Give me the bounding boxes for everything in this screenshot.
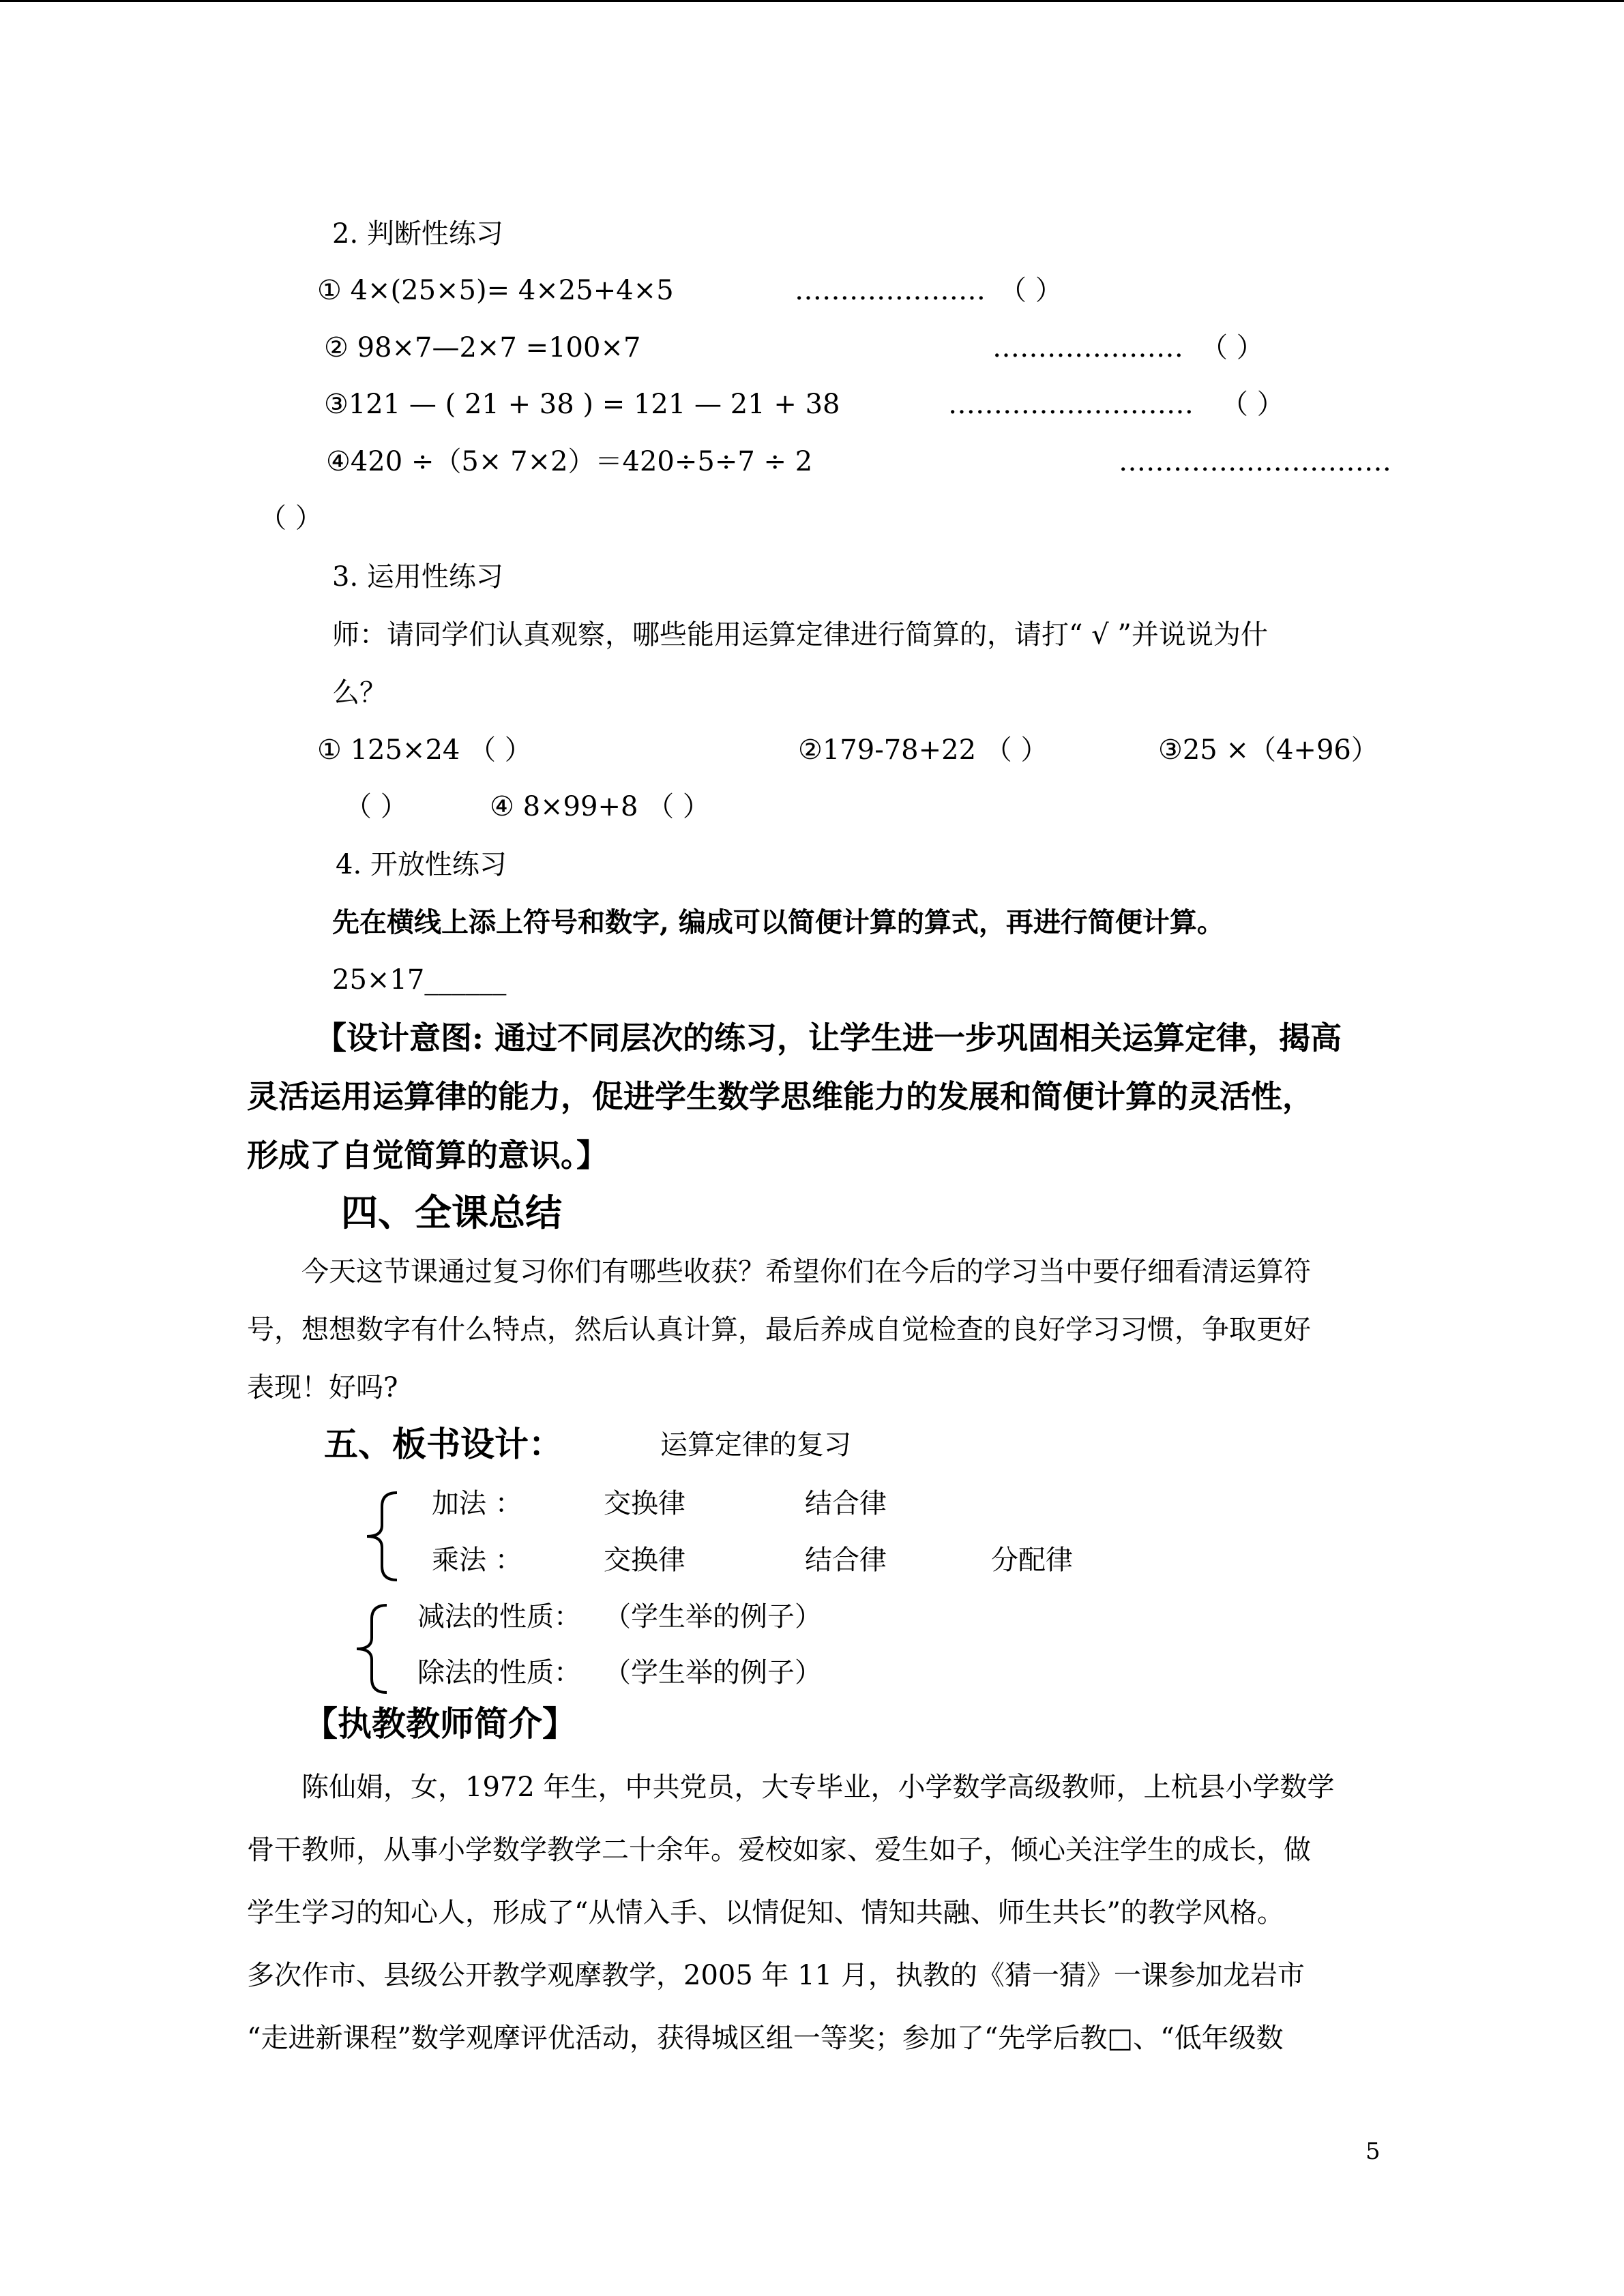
apply-item-4: ④ 8×99+8 （ ） [490,791,710,822]
section-4-expression: 25×17______ [332,964,507,996]
teacher-intro-line-2: 骨干教师，从事小学数学教学二十余年。爱校如家、爱生如子，倾心关注学生的成长，做 [247,1834,1311,1866]
section-4-instruction: 先在横线上添上符号和数字, 编成可以简便计算的算式，再进行简便计算。 [332,906,1224,938]
design-intent-line-2: 灵活运用运算律的能力，促进学生数学思维能力的发展和简便计算的灵活性， [247,1078,1314,1115]
brace-sub-div-icon [344,1601,392,1697]
brace-add-mul-icon [355,1489,402,1584]
board-mul-associative: 结合律 [805,1545,887,1576]
board-sub-example: （学生举的例子） [604,1601,822,1632]
apply-item-1: ① 125×24 （ ） [317,734,532,766]
judge-item-4-expr: ④420 ÷（5× 7×2）＝420÷5÷7 ÷ 2 [326,446,813,477]
board-add-label: 加法 ： [432,1488,522,1519]
judge-item-1-dots: ………………… [795,275,986,306]
board-add-commutative: 交换律 [604,1488,685,1519]
judge-item-1-expr: ① 4×(25×5)= 4×25+4×5 [317,275,674,306]
board-sub-label: 减法的性质： [417,1601,581,1632]
board-mul-label: 乘法 ： [432,1545,522,1576]
section-3-heading: 3. 运用性练习 [332,561,503,593]
board-design-heading: 五、板书设计： [324,1424,563,1464]
summary-line-2: 号，想想数字有什么特点，然后认真计算，最后养成自觉检查的良好学习习惯，争取更好 [247,1314,1311,1345]
judge-item-2-bracket: （ ） [1200,332,1264,363]
judge-item-4-bracket: （ ） [259,503,323,534]
section-3-prompt-line-1: 师：请同学们认真观察，哪些能用运算定律进行简算的，请打“ √ ”并说说为什 [332,619,1268,651]
judge-item-1-bracket: （ ） [999,275,1063,306]
teacher-intro-line-3: 学生学习的知心人，形成了“从情入手、以情促知、情知共融、师生共长”的教学风格。 [247,1897,1284,1928]
teacher-intro-line-5: “走进新课程”数学观摩评优活动，获得城区组一等奖；参加了“先学后教□、“低年级数 [247,2023,1284,2054]
apply-item-3-bracket: （ ） [344,791,408,822]
judge-item-3-bracket: （ ） [1221,389,1284,420]
teacher-intro-heading: 【执教教师简介】 [304,1703,576,1744]
board-div-label: 除法的性质： [417,1657,581,1688]
section-4-heading: 4. 开放性练习 [336,849,507,880]
summary-heading: 四、全课总结 [341,1191,562,1234]
judge-item-4-dots: ………………………… [1119,446,1391,477]
board-mul-commutative: 交换律 [604,1545,685,1576]
section-2-heading: 2. 判断性练习 [332,218,503,250]
teacher-intro-line-1: 陈仙娟，女，1972 年生，中共党员，大专毕业，小学数学高级教师，上杭县小学数学 [301,1772,1335,1803]
design-intent-line-3: 形成了自觉简算的意识。】 [247,1137,608,1174]
summary-line-1: 今天这节课通过复习你们有哪些收获？希望你们在今后的学习当中要仔细看清运算符 [301,1256,1311,1287]
page-number: 5 [1365,2138,1381,2165]
judge-item-2-dots: ………………… [992,332,1183,363]
board-design-title: 运算定律的复习 [660,1429,851,1461]
summary-line-3: 表现！好吗? [247,1372,398,1403]
board-mul-distributive: 分配律 [991,1545,1073,1576]
judge-item-3-expr: ③121 — ( 21 + 38 ) = 121 — 21 + 38 [324,389,840,420]
apply-item-3: ③25 ×（4+96） [1158,734,1378,766]
judge-item-2-expr: ② 98×7—2×7 =100×7 [324,332,641,363]
board-add-associative: 结合律 [805,1488,887,1519]
teacher-intro-line-4: 多次作市、县级公开教学观摩教学，2005 年 11 月，执教的《猜一猜》一课参加龙岩市 [247,1960,1305,1991]
section-3-prompt-line-2: 么？ [332,677,387,709]
design-intent-line-1: 【设计意图: 通过不同层次的练习，让学生进一步巩固相关运算定律，揭高 [315,1019,1342,1056]
judge-item-3-dots: ……………………… [948,389,1194,420]
board-div-example: （学生举的例子） [604,1657,822,1688]
apply-item-2: ②179-78+22 （ ） [798,734,1048,766]
